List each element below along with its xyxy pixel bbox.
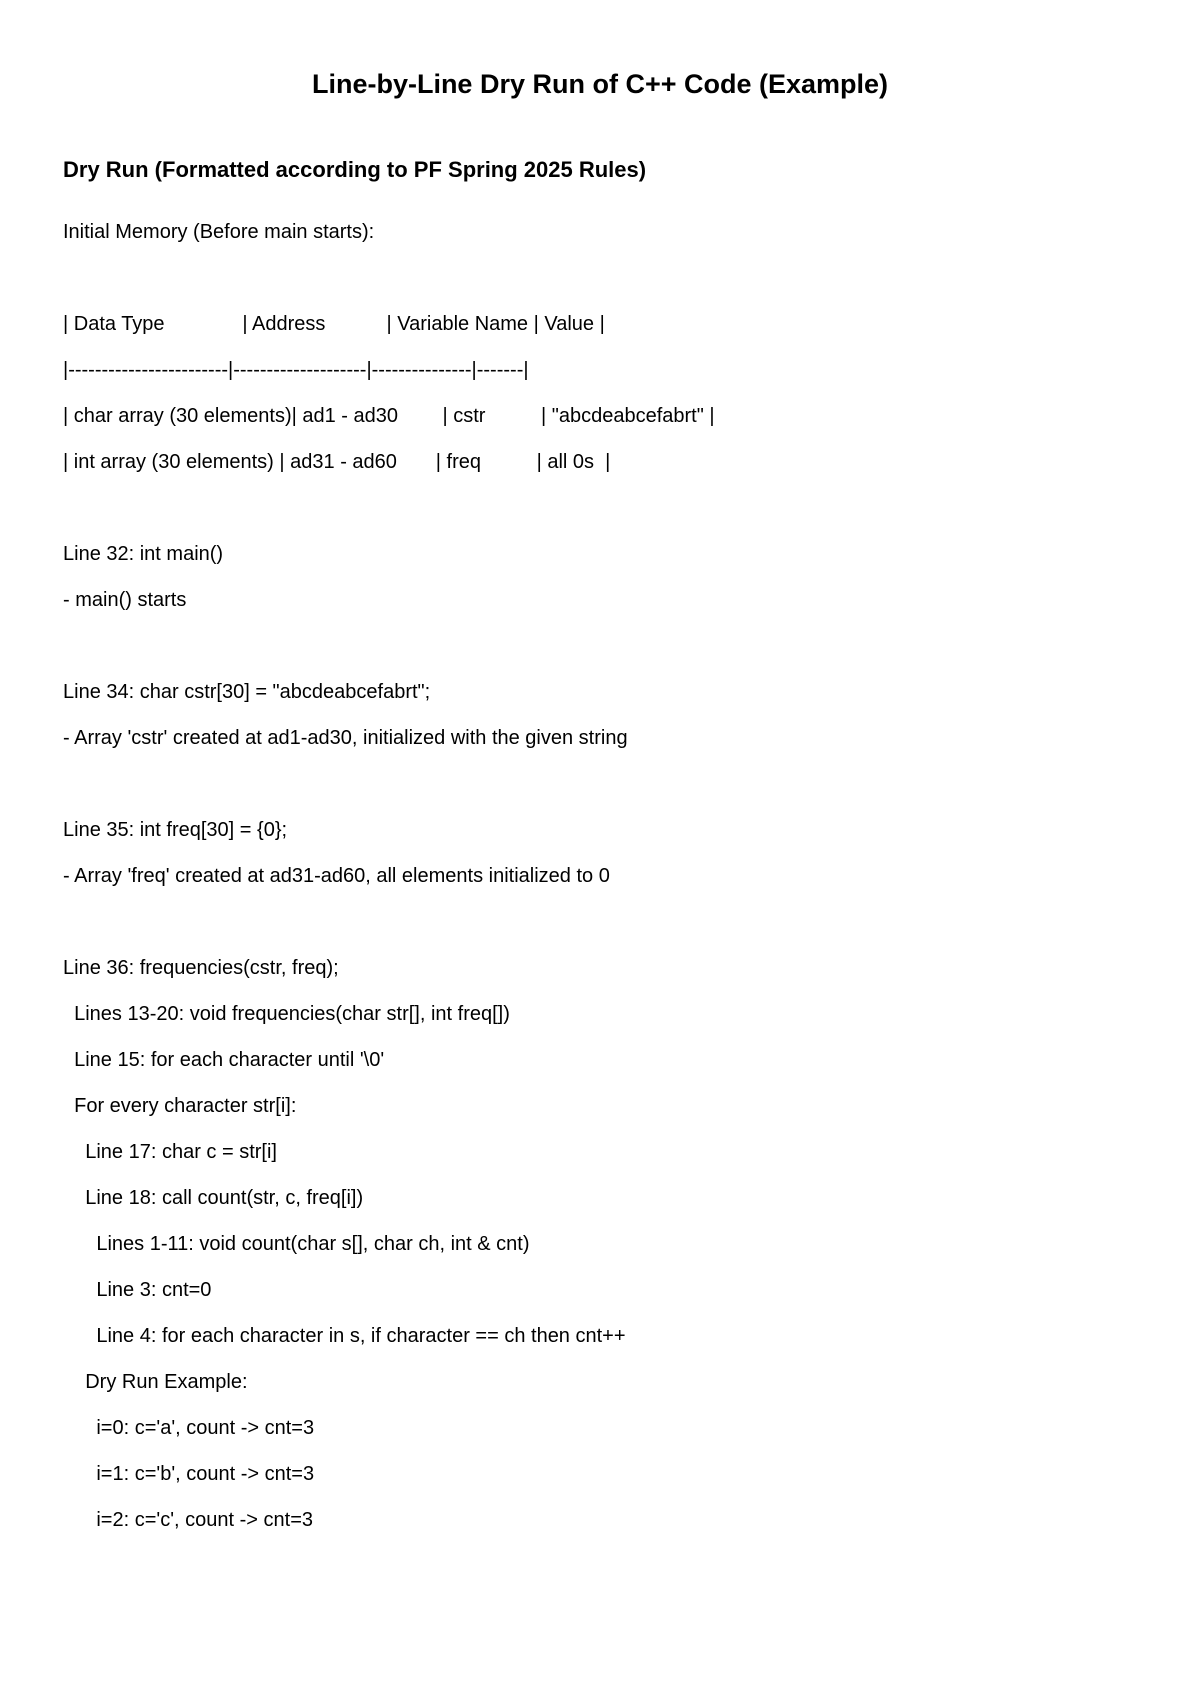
trace-line: Line 18: call count(str, c, freq[i]): [63, 1187, 364, 1209]
dry-run-example-line: i=2: c='c', count -> cnt=3: [63, 1509, 313, 1531]
memory-table-header: | Data Type | Address | Variable Name | Value |: [63, 313, 605, 335]
document-title: Line-by-Line Dry Run of C++ Code (Example): [311, 69, 889, 99]
dry-run-example-heading: Dry Run Example:: [63, 1371, 248, 1393]
memory-table-row: | int array (30 elements) | ad31 - ad60 | freq | all 0s |: [63, 451, 611, 473]
dry-run-example-line: i=1: c='b', count -> cnt=3: [63, 1463, 315, 1485]
explanation-line: - main() starts: [63, 589, 187, 611]
trace-line: Line 3: cnt=0: [63, 1279, 212, 1301]
memory-table-separator: |------------------------|--------------------|---------------|-------|: [63, 359, 529, 381]
code-line: Line 34: char cstr[30] = "abcdeabcefabrt";: [63, 681, 431, 703]
code-line: Line 36: frequencies(cstr, freq);: [63, 957, 339, 979]
explanation-line: - Array 'freq' created at ad31-ad60, all elements initialized to 0: [63, 865, 610, 887]
trace-line: Lines 1-11: void count(char s[], char ch, int & cnt): [63, 1233, 530, 1255]
trace-line: Line 17: char c = str[i]: [63, 1141, 277, 1163]
memory-table-row: | char array (30 elements)| ad1 - ad30 | cstr | "abcdeabcefabrt" |: [63, 405, 715, 427]
explanation-line: - Array 'cstr' created at ad1-ad30, initialized with the given string: [63, 727, 628, 749]
section-heading: Dry Run (Formatted according to PF Spring 2025 Rules): [63, 157, 647, 182]
memory-intro-line: Initial Memory (Before main starts):: [63, 221, 375, 243]
dry-run-example-line: i=0: c='a', count -> cnt=3: [63, 1417, 315, 1439]
trace-line: Line 4: for each character in s, if character == ch then cnt++: [63, 1325, 626, 1347]
trace-line: Line 15: for each character until '\0': [63, 1049, 385, 1071]
code-line: Line 35: int freq[30] = {0};: [63, 819, 288, 841]
trace-line: Lines 13-20: void frequencies(char str[], int freq[]): [63, 1003, 510, 1025]
trace-line: For every character str[i]:: [63, 1095, 297, 1117]
code-line: Line 32: int main(): [63, 543, 224, 565]
